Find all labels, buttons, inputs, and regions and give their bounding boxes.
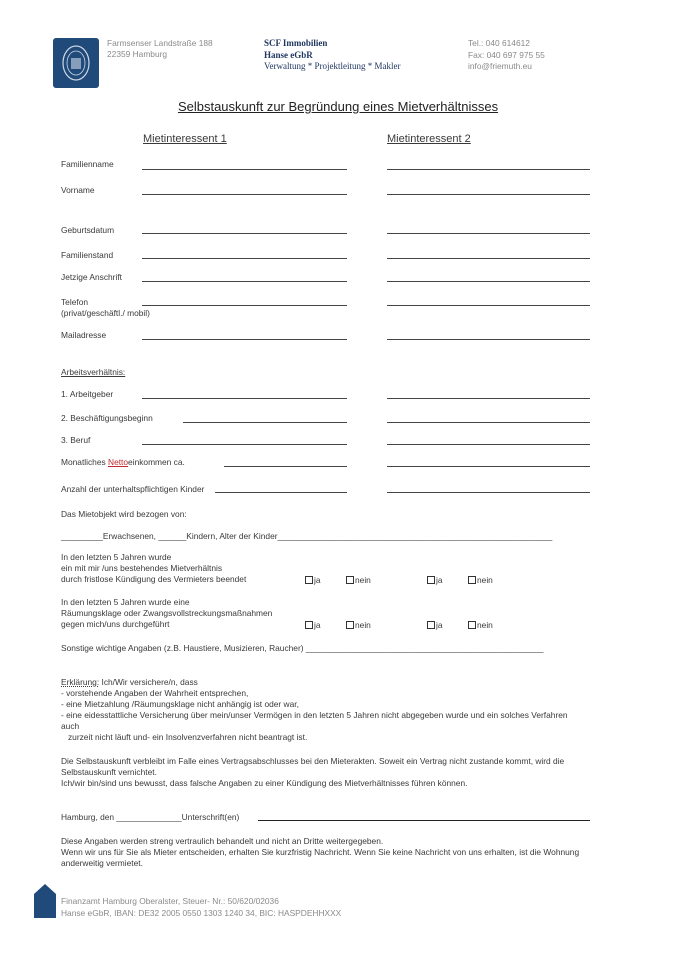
checkbox-q2-no-2[interactable] xyxy=(468,620,493,631)
city: 22359 Hamburg xyxy=(107,49,168,59)
input-line-familienstand-2[interactable] xyxy=(387,258,590,259)
input-line-vorname-1[interactable] xyxy=(142,194,347,195)
label-part: Monatliches xyxy=(61,457,109,467)
input-line-mail-1[interactable] xyxy=(142,339,347,340)
input-line-geburtsdatum-1[interactable] xyxy=(142,233,347,234)
occupancy-input-line[interactable]: _________Erwachsenen, ______Kindern, Alter der Kinder___________________________________________________________ xyxy=(61,531,553,541)
declaration-line: - eine Mietzahlung /Räumungsklage nicht anhängig ist oder war, xyxy=(61,699,299,709)
input-line-beruf-1[interactable] xyxy=(142,444,347,445)
declaration-heading: Erklärung: xyxy=(61,677,100,687)
input-line-telefon-2[interactable] xyxy=(387,305,590,306)
label-kinder: Anzahl der unterhaltspflichtigen Kinder xyxy=(61,484,205,494)
declaration-intro: Ich/Wir versichere/n, dass xyxy=(99,677,198,687)
declaration-line: - vorstehende Angaben der Wahrheit entsprechen, xyxy=(61,688,249,698)
q-line: In den letzten 5 Jahren wurde eine xyxy=(61,597,190,607)
fax: Fax: 040 697 975 55 xyxy=(468,49,545,60)
input-line-familienname-1[interactable] xyxy=(142,169,347,170)
question-eviction-notice xyxy=(61,552,246,585)
phone: Tel.: 040 614612 xyxy=(468,38,530,48)
checkbox-q1-no-2[interactable] xyxy=(468,575,493,586)
checkbox-q1-yes-2[interactable] xyxy=(427,575,443,586)
checkbox-q2-yes-1[interactable] xyxy=(305,620,321,631)
label-beruf: 3. Beruf xyxy=(61,435,91,445)
declaration-line: zurzeit nicht läuft und- ein Insolvenzverfahren nicht beantragt ist. xyxy=(61,732,308,742)
input-line-kinder-2[interactable] xyxy=(387,492,590,493)
label-anschrift: Jetzige Anschrift xyxy=(61,272,122,282)
closing-line: Wenn wir uns für Sie als Mieter entscheiden, erhalten Sie kurzfristig Nachricht. Wenn Sie keine Nachricht von uns erhalten, ist die Wohnung xyxy=(61,847,580,857)
company-services: Verwaltung * Projektleitung * Makler xyxy=(264,61,401,71)
checkbox-q1-yes-1[interactable] xyxy=(305,575,321,586)
net-highlight: Netto xyxy=(108,457,129,467)
contact-info xyxy=(468,38,545,73)
label-geburtsdatum: Geburtsdatum xyxy=(61,225,115,235)
label-familienname: Familienname xyxy=(61,159,114,169)
checkbox-q2-no-1[interactable] xyxy=(346,620,371,631)
checkbox-box[interactable] xyxy=(427,576,435,584)
input-line-telefon-1[interactable] xyxy=(142,305,347,306)
input-line-beruf-2[interactable] xyxy=(387,444,590,445)
question-eviction-lawsuit xyxy=(61,597,272,630)
company-logo xyxy=(53,38,99,88)
label-familienstand: Familienstand xyxy=(61,250,114,260)
checkbox-box[interactable] xyxy=(305,576,313,584)
label-mail: Mailadresse xyxy=(61,330,107,340)
notice-line: Die Selbstauskunft verbleibt im Falle eines Vertragsabschlusses bei den Mieterakten. Soweit ein Vertrag nicht zustande kommt, wird die xyxy=(61,756,565,766)
company-form: Hanse eGbR xyxy=(264,49,313,60)
input-line-vorname-2[interactable] xyxy=(387,194,590,195)
checkbox-label: ja xyxy=(436,620,443,630)
label-beginn: 2. Beschäftigungsbeginn xyxy=(61,413,153,423)
checkbox-label: nein xyxy=(355,620,371,630)
checkbox-label: ja xyxy=(436,575,443,585)
employment-heading: Arbeitsverhältnis: xyxy=(61,367,126,377)
email: info@friemuth.eu xyxy=(468,61,532,71)
input-line-beginn-1[interactable] xyxy=(183,422,347,423)
checkbox-box[interactable] xyxy=(346,576,354,584)
closing-text xyxy=(61,836,579,869)
checkbox-box[interactable] xyxy=(346,621,354,629)
footer xyxy=(61,895,341,919)
crest-icon xyxy=(53,38,99,88)
column-heading-2: Mietinteressent 2 xyxy=(387,133,471,145)
other-info-field[interactable]: Sonstige wichtige Angaben (z.B. Haustiere, Musizieren, Raucher) ___________________________________________________ xyxy=(61,643,544,653)
label-part: einkommen ca. xyxy=(128,457,185,467)
checkbox-box[interactable] xyxy=(427,621,435,629)
declaration xyxy=(61,677,568,743)
occupancy-label: Das Mietobjekt wird bezogen von: xyxy=(61,509,187,519)
input-line-arbeitgeber-2[interactable] xyxy=(387,398,590,399)
input-line-familienname-2[interactable] xyxy=(387,169,590,170)
label-telefon-sub: (privat/geschäftl./ mobil) xyxy=(61,308,150,318)
q-line: Räumungsklage oder Zwangsvollstreckungsmaßnahmen xyxy=(61,608,273,618)
net-income-label xyxy=(61,457,185,468)
checkbox-label: nein xyxy=(477,575,493,585)
checkbox-q2-yes-2[interactable] xyxy=(427,620,443,631)
notice-line: Selbstauskunft vernichtet. xyxy=(61,767,157,777)
checkbox-label: nein xyxy=(355,575,371,585)
label-telefon: Telefon xyxy=(61,297,89,307)
input-line-familienstand-1[interactable] xyxy=(142,258,347,259)
notice-line: Ich/wir bin/sind uns bewusst, dass falsche Angaben zu einer Kündigung des Mietverhältnisses führen können. xyxy=(61,778,468,788)
label-vorname: Vorname xyxy=(61,185,95,195)
notice xyxy=(61,756,564,789)
declaration-line: - eine eidesstattliche Versicherung über mein/unser Vermögen in den letzten 5 Jahren nicht abgegeben wurde und ein solches Verfahren xyxy=(61,710,568,720)
checkbox-q1-no-1[interactable] xyxy=(346,575,371,586)
checkbox-box[interactable] xyxy=(468,576,476,584)
declaration-line: auch xyxy=(61,721,80,731)
input-line-mail-2[interactable] xyxy=(387,339,590,340)
signature-label: Unterschrift(en) xyxy=(181,812,240,822)
signature-row xyxy=(61,812,239,823)
company-info xyxy=(264,38,400,73)
input-line-arbeitgeber-1[interactable] xyxy=(142,398,347,399)
q-line: gegen mich/uns durchgeführt xyxy=(61,619,170,629)
checkbox-label: nein xyxy=(477,620,493,630)
input-line-geburtsdatum-2[interactable] xyxy=(387,233,590,234)
input-line-netto-2[interactable] xyxy=(387,466,590,467)
checkbox-label: ja xyxy=(314,575,321,585)
company-name: SCF Immobilien xyxy=(264,38,328,48)
checkbox-label: ja xyxy=(314,620,321,630)
input-line-anschrift-2[interactable] xyxy=(387,281,590,282)
column-heading-1: Mietinteressent 1 xyxy=(143,133,227,145)
footer-logo-icon xyxy=(34,884,56,918)
q-line: durch fristlose Kündigung des Vermieters beendet xyxy=(61,574,247,584)
label-arbeitgeber: 1. Arbeitgeber xyxy=(61,389,114,399)
document-title: Selbstauskunft zur Begründung eines Mietverhältnisses xyxy=(177,99,499,114)
checkbox-box[interactable] xyxy=(468,621,476,629)
footer-tax: Finanzamt Hamburg Oberalster, Steuer- Nr.: 50/620/02036 xyxy=(61,896,279,906)
street: Farmsenser Landstraße 188 xyxy=(107,38,213,48)
q-line: ein mit mir /uns bestehendes Mietverhältnis xyxy=(61,563,223,573)
input-line-kinder-1[interactable] xyxy=(215,492,347,493)
signature-line[interactable] xyxy=(258,820,590,821)
sender-address xyxy=(107,38,213,60)
footer-bank: Hanse eGbR, IBAN: DE32 2005 0550 1303 1240 34, BIC: HASPDEHHXXX xyxy=(61,908,342,918)
input-line-beginn-2[interactable] xyxy=(387,422,590,423)
checkbox-box[interactable] xyxy=(305,621,313,629)
closing-line: Diese Angaben werden streng vertraulich behandelt und nicht an Dritte weitergegeben. xyxy=(61,836,384,846)
input-line-anschrift-1[interactable] xyxy=(142,281,347,282)
q-line: In den letzten 5 Jahren wurde xyxy=(61,552,172,562)
closing-line: anderweitig vermietet. xyxy=(61,858,143,868)
input-line-netto-1[interactable] xyxy=(224,466,347,467)
date-field[interactable]: Hamburg, den ______________ xyxy=(61,812,182,822)
